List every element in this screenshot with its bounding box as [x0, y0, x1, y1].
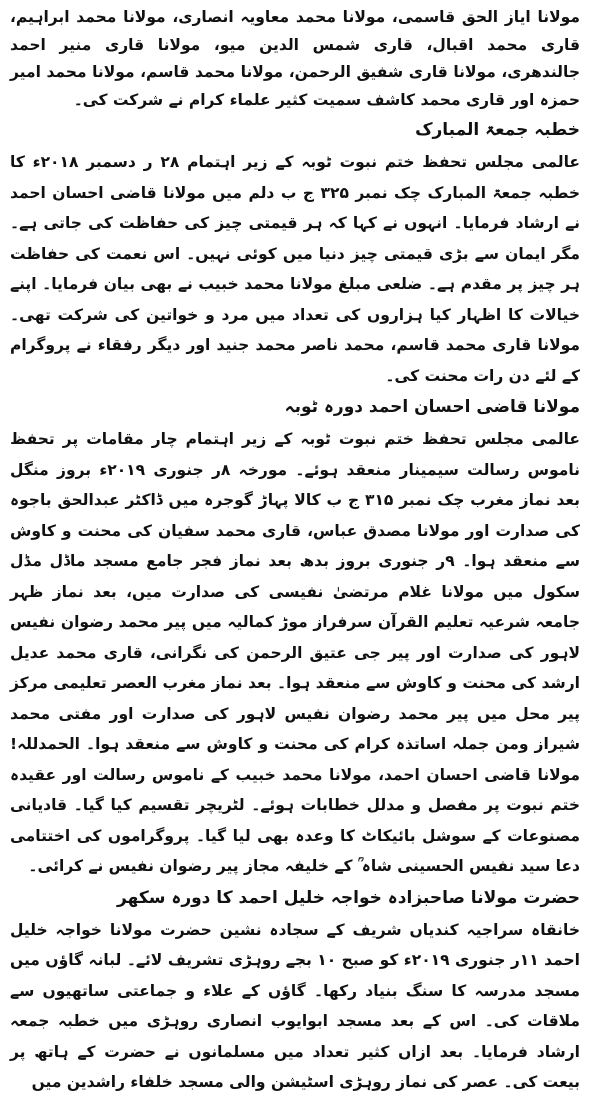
toba-tour-heading: مولانا قاضی احسان احمد دورہ ٹوبہ — [284, 397, 580, 417]
toba-tour-paragraph: عالمی مجلس تحفظ ختم نبوت ٹوبہ کے زیر اہتمام چار مقامات پر تحفظ ناموس رسالت سیمینار منعقد ہوئے۔ مورخہ ۸ر جنوری ۲۰۱۹ء بروز منگل بعد نماز مغرب چک نمبر ۳۱۵ ج ب کالا پہاڑ گوجرہ میں ڈاکٹر عبدالحق باجوہ کی صدارت اور مولانا مصدق عباس، قاری محمد سفیان کی محنت و کاوش سے منعقد ہوا۔ ۹ر جنوری بروز بدھ بعد نماز فجر جامع مسجد ماڈل مڈل سکول میں مولانا غلام مرتضیٰ نفیسی کی صدارت میں، بعد نماز ظہر جامعہ شرعیہ تعلیم القرآن سرفراز موڑ کمالیہ میں پیر محمد رضوان نفیس لاہور کی صدارت اور پیر جی عتیق الرحمن کی نگرانی، قاری محمد عدیل ارشد کی محنت و کاوش سے منعقد ہوا۔ بعد نماز مغرب العصر تعلیمی مرکز پیر محل میں پیر محمد رضوان نفیس لاہور کی صدارت اور مفتی محمد شیراز ومن جملہ اساتذہ کرام کی محنت و کاوش سے منعقد ہوا۔ الحمدللہ! مولانا قاضی احسان احمد، مولانا محمد خبیب کے ناموس رسالت اور عقیدہ ختم نبوت پر مفصل و مدلل خطابات ہوئے۔ لٹریچر تقسیم کیا گیا۔ قادیانی مصنوعات کے سوشل بائیکاٹ کا وعدہ بھی لیا گیا۔ پروگراموں کی اختتامی دعا سید نفیس الحسینی شاہ ؒ کے خلیفہ مجاز پیر رضوان نفیس نے کرائی۔ — [10, 430, 580, 875]
jumma-sermon-heading: خطبہ جمعۃ المبارک — [415, 120, 580, 140]
toba-tour-section — [10, 391, 580, 882]
sukkur-tour-heading: حضرت مولانا صاحبزادہ خواجہ خلیل احمد کا دورہ سکھر — [117, 887, 580, 908]
jumma-sermon-paragraph: عالمی مجلس تحفظ ختم نبوت ٹوبہ کے زیر اہتمام ۲۸ ر دسمبر ۲۰۱۸ء کا خطبہ جمعۃ المبارک چک نمبر ۳۲۵ ج ب دلم میں مولانا قاضی احسان احمد نے ارشاد فرمایا۔ انہوں نے کہا کہ ہر قیمتی چیز کی حفاظت کی جاتی ہے۔ مگر ایمان سے بڑی قیمتی چیز دنیا میں کوئی نہیں۔ اس نعمت کی حفاظت ہر چیز پر مقدم ہے۔ ضلعی مبلغ مولانا محمد خبیب نے بھی بیان فرمایا۔ اپنے خیالات کا اظہار کیا ہزاروں کی تعداد میں مرد و خواتین کی شرکت تھی۔ مولانا قاری محمد قاسم، محمد ناصر محمد جنید اور دیگر رفقاء نے پروگرام کے لئے دن رات محنت کی۔ — [10, 153, 580, 385]
intro-section — [10, 4, 580, 114]
jumma-sermon-section — [10, 114, 580, 391]
sukkur-tour-section — [10, 882, 580, 1098]
intro-paragraph: مولانا ایاز الحق قاسمی، مولانا محمد معاویہ انصاری، مولانا محمد ابراہیم، قاری محمد اقبال، قاری شمس الدین میو، مولانا قاری منیر احمد جالندھری، مولانا قاری شفیق الرحمن، مولانا محمد قاسم، مولانا محمد امیر حمزہ اور قاری محمد کاشف سمیت کثیر علماء کرام نے شرکت کی۔ — [10, 8, 580, 109]
sukkur-tour-paragraph: خانقاہ سراجیہ کندیاں شریف کے سجادہ نشین حضرت مولانا خواجہ خلیل احمد ۱۱ر جنوری ۲۰۱۹ء کو صبح ۱۰ بجے روہڑی تشریف لائے۔ لبانہ گاؤں میں مسجد مدرسہ کا سنگ بنیاد رکھا۔ گاؤں کے علاء و جماعتی ساتھیوں سے ملاقات کی۔ اس کے بعد مسجد ابوایوب انصاری روہڑی میں خطبہ جمعہ ارشاد فرمایا۔ بعد ازاں کثیر تعداد میں مسلمانوں نے حضرت کے ہاتھ پر بیعت کی۔ عصر کی نماز روہڑی اسٹیشن والی مسجد خلفاء راشدین میں — [10, 920, 580, 1091]
